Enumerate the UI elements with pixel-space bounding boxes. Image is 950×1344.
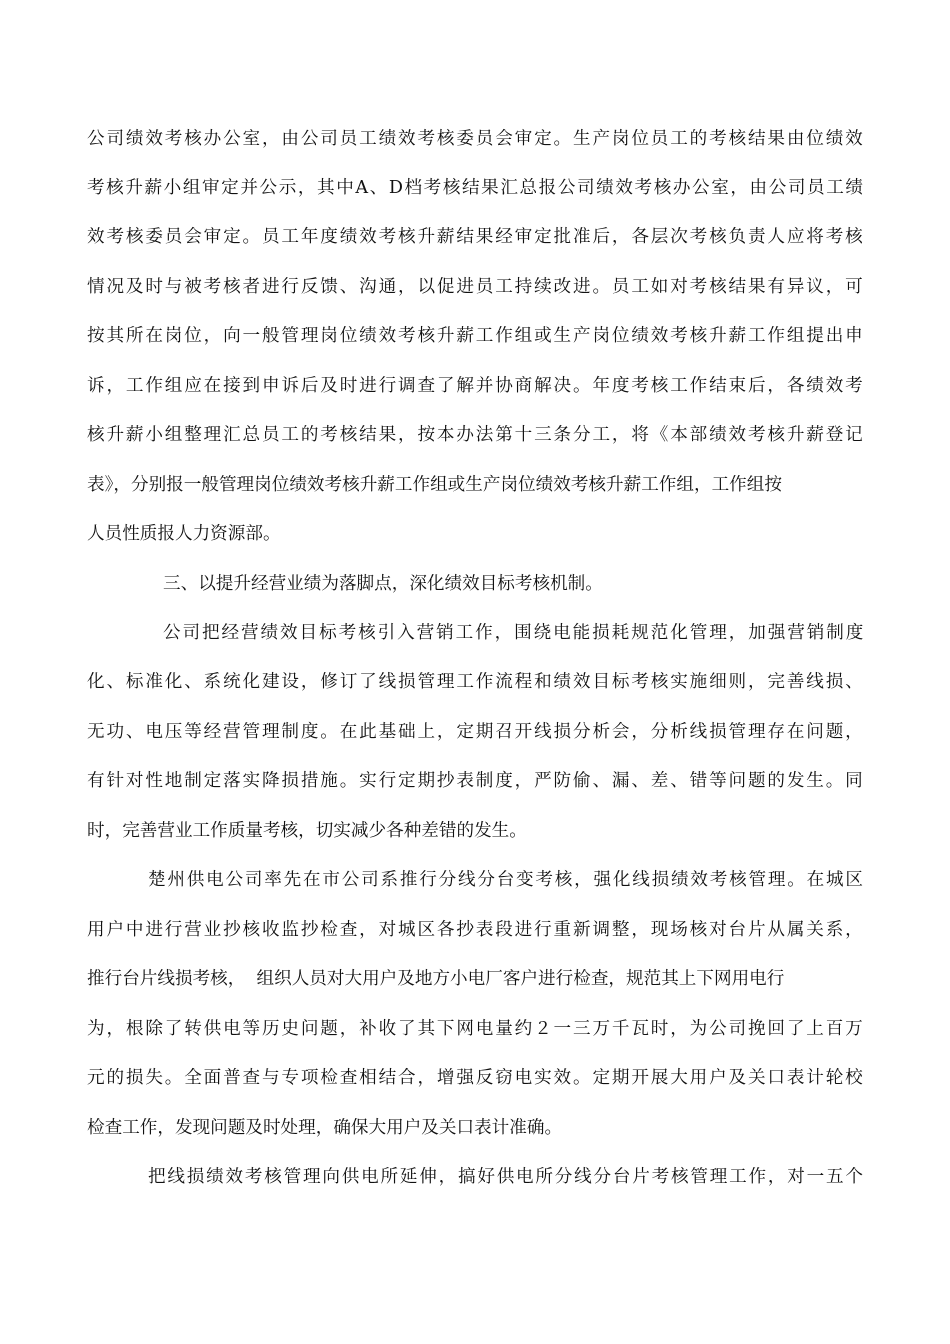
text-line: 元的损失。全面普查与专项检查相结合，增强反窃电实效。定期开展大用户及关口表计轮校 — [87, 1068, 865, 1088]
text-line: 时，完善营业工作质量考核，切实减少各种差错的发生。 — [87, 821, 527, 841]
text-line: 用户中进行营业抄核收监抄检查，对城区各抄表段进行重新调整，现场核对台片从属关系， — [87, 920, 865, 940]
section-heading: 三、以提升经营业绩为落脚点，深化绩效目标考核机制。 — [163, 574, 603, 594]
text-line: 推行台片线损考核， 组织人员对大用户及地方小电厂客户进行检查，规范其上下网用电行 — [87, 969, 785, 989]
text-line: 诉，工作组应在接到申诉后及时进行调查了解并协商解决。年度考核工作结束后，各绩效考 — [87, 376, 865, 396]
text-line: 化、标准化、系统化建设，修订了线损管理工作流程和绩效目标考核实施细则，完善线损、 — [87, 672, 865, 692]
text-line: 公司绩效考核办公室，由公司员工绩效考核委员会审定。生产岗位员工的考核结果由位绩效 — [87, 129, 865, 149]
text-line: 表》，分别报一般管理岗位绩效考核升薪工作组或生产岗位绩效考核升薪工作组，工作组按 — [87, 475, 782, 495]
text-line: 公司把经营绩效目标考核引入营销工作，围绕电能损耗规范化管理，加强营销制度 — [163, 623, 866, 643]
text-line: 按其所在岗位，向一般管理岗位绩效考核升薪工作组或生产岗位绩效考核升薪工作组提出申 — [87, 326, 865, 346]
text-line: 情况及时与被考核者进行反馈、沟通，以促进员工持续改进。员工如对考核结果有异议，可 — [87, 277, 865, 297]
text-line: 把线损绩效考核管理向供电所延伸，搞好供电所分线分台片考核管理工作，对一五个 — [148, 1167, 865, 1187]
text-line: 效考核委员会审定。员工年度绩效考核升薪结果经审定批准后，各层次考核负责人应将考核 — [87, 227, 865, 247]
text-line: 检查工作，发现问题及时处理，确保大用户及关口表计准确。 — [87, 1118, 563, 1138]
text-line: 有针对性地制定落实降损措施。实行定期抄表制度，严防偷、漏、差、错等问题的发生。同 — [87, 771, 865, 791]
text-line: 核升薪小组整理汇总员工的考核结果，按本办法第十三条分工，将《本部绩效考核升薪登记 — [87, 425, 865, 445]
text-line: 楚州供电公司率先在市公司系推行分线分台变考核，强化线损绩效考核管理。在城区 — [148, 870, 865, 890]
text-line: 考核升薪小组审定并公示，其中A、D档考核结果汇总报公司绩效考核办公室，由公司员工绩 — [87, 178, 865, 198]
text-line: 人员性质报人力资源部。 — [87, 524, 281, 544]
text-line: 无功、电压等经营管理制度。在此基础上，定期召开线损分析会，分析线损管理存在问题， — [87, 722, 865, 742]
text-line: 为，根除了转供电等历史问题，补收了其下网电量约２一三万千瓦时，为公司挽回了上百万 — [87, 1019, 865, 1039]
